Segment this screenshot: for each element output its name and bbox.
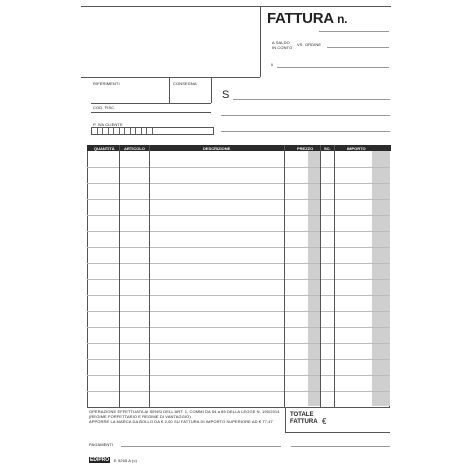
signature-line xyxy=(291,446,390,447)
brand-logo xyxy=(89,457,110,463)
ordine-label: VS. ORDINE xyxy=(297,42,322,47)
sep-articolo xyxy=(149,145,150,407)
header-divider xyxy=(260,6,261,77)
form-code: E 5265 A (c) xyxy=(114,458,137,463)
sep-prezzo xyxy=(320,145,321,407)
top-border xyxy=(81,6,391,7)
address-line-3 xyxy=(221,131,390,132)
consegna-divider xyxy=(169,78,170,103)
sep-descrizione xyxy=(284,145,285,407)
footer-top xyxy=(87,407,390,408)
invoice-number-label: n. xyxy=(337,12,348,26)
col-quantita: QUANTITÀ xyxy=(94,145,115,151)
piva-boxes[interactable] xyxy=(91,127,214,135)
cod-fisc-bottom xyxy=(91,112,211,113)
invoice-number-line xyxy=(319,31,389,32)
totale-divider xyxy=(285,407,286,432)
footer-note-1: OPERAZIONE EFFETTUATA AI SENSI DELL'ART. 1, COMMI DA 54 a 89 DELLA LEGGE N. 190/2014 xyxy=(89,409,280,414)
riferimenti-bottom xyxy=(91,103,211,104)
footer-note-2: (REGIME FORFETTARIO E REGIME DI VANTAGGIO) xyxy=(89,414,191,419)
totale-line-1: TOTALE xyxy=(290,412,314,418)
invoice-form xyxy=(81,6,390,464)
cod-fisc-label: COD. FISC. xyxy=(93,105,116,110)
col-importo: IMPORTO xyxy=(347,145,366,151)
invoice-title xyxy=(267,10,347,27)
col-sc: SC. xyxy=(324,145,331,151)
address-line-2 xyxy=(221,115,390,116)
address-line-1 xyxy=(233,99,390,100)
pagamenti-label: PAGAMENTI xyxy=(89,442,114,447)
piva-label: P. IVA CLIENTE xyxy=(93,122,123,127)
total-amount-field[interactable] xyxy=(333,410,389,428)
consegna-label: CONSEGNA xyxy=(173,81,197,86)
addressee-glyph: S xyxy=(222,89,230,101)
sep-quantita xyxy=(119,145,120,407)
brand-name: EDIPRO xyxy=(90,457,110,463)
euro-symbol: € xyxy=(322,417,327,426)
riferimenti-label: RIFERIMENTI xyxy=(93,81,120,86)
header-bottom-left xyxy=(81,77,260,78)
conto-label: IN CONTO xyxy=(272,45,293,50)
pagamenti-line xyxy=(121,446,281,447)
customer-right-border xyxy=(211,78,212,103)
saldo-label: A SALDO xyxy=(272,40,290,45)
sep-sc xyxy=(334,145,335,407)
date-label: li xyxy=(271,62,273,67)
totale-bottom xyxy=(285,432,390,433)
date-line xyxy=(277,67,389,68)
footer-note-3: APPORRE LA MARCA DA BOLLO DA € 2,00 SU FATTURA DI IMPORTO SUPERIORE AD € 77,47 xyxy=(89,419,273,424)
invoice-title-text: FATTURA xyxy=(267,10,334,27)
totale-label xyxy=(290,412,318,426)
totale-line-2: FATTURA xyxy=(290,419,318,425)
col-prezzo: PREZZO xyxy=(297,145,314,151)
col-articolo: ARTICOLO xyxy=(124,145,145,151)
col-descrizione: DESCRIZIONE xyxy=(203,145,231,151)
ordine-line xyxy=(327,47,389,48)
